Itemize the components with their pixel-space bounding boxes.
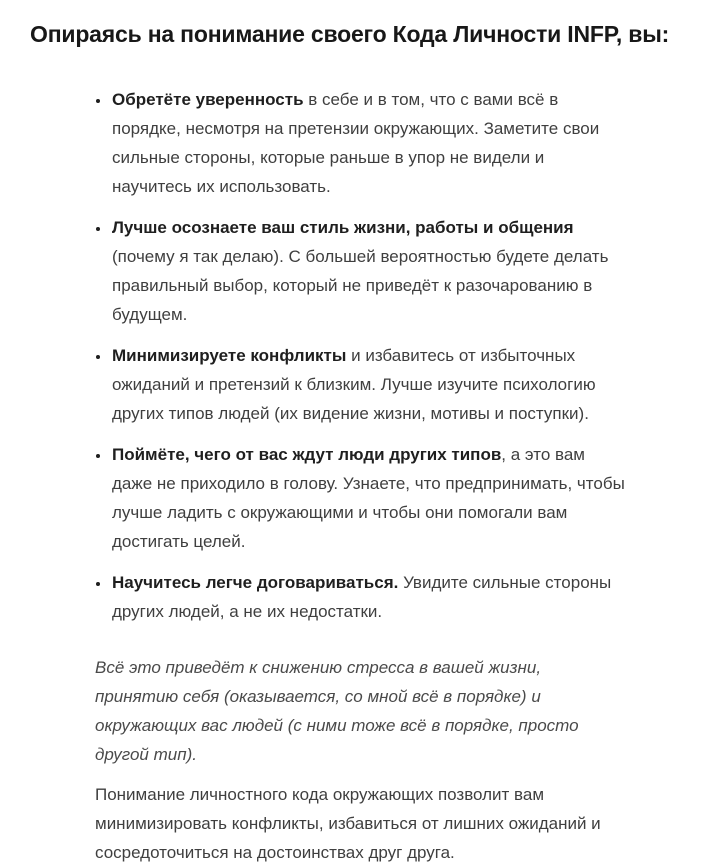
list-item-lead: Обретёте уверенность — [112, 90, 304, 109]
summary-paragraph: Всё это приведёт к снижению стресса в вашей жизни, принятию себя (оказывается, со мной всё в порядке) и окружающих вас людей (с ними тоже всё в порядке, просто другой тип). — [95, 658, 579, 764]
list-item — [111, 341, 627, 428]
list-item — [111, 440, 627, 556]
list-item-text: , а это вам даже не приходило в голову. Узнаете, что предпринимать, чтобы лучше ладить с окружающими и чтобы они помогали вам достигать целей. — [112, 445, 625, 551]
article-content — [95, 85, 627, 867]
list-item-text: Увидите сильные стороны других людей, а не их недостатки. — [112, 573, 612, 621]
list-item-text: и избавитесь от избыточных ожиданий и претензий к близким. Лучше изучите психологию других типов людей (их видение жизни, мотивы и поступки). — [112, 346, 596, 423]
list-item — [111, 85, 627, 201]
list-item-lead: Поймёте, чего от вас ждут люди других типов — [112, 445, 502, 464]
list-item-lead: Научитесь легче договариваться. — [112, 573, 399, 592]
benefits-list — [95, 85, 627, 626]
list-item-lead: Минимизируете конфликты — [112, 346, 347, 365]
page-title: Опираясь на понимание своего Кода Личности INFP, вы: — [30, 21, 670, 47]
list-item-text: (почему я так делаю). С большей вероятностью будете делать правильный выбор, который не приведёт к разочарованию в будущем. — [112, 247, 609, 324]
list-item-lead: Лучше осознаете ваш стиль жизни, работы и общения — [112, 218, 574, 237]
list-item-text: в себе и в том, что с вами всё в порядке, несмотря на претензии окружающих. Заметите свои сильные стороны, которые раньше в упор не видели и научитесь их использовать. — [112, 90, 600, 196]
closing-paragraph: Понимание личностного кода окружающих позволит вам минимизировать конфликты, избавиться от лишних ожиданий и сосредоточиться на достоинствах друг друга. — [95, 785, 601, 862]
list-item — [111, 213, 627, 329]
list-item — [111, 568, 627, 626]
